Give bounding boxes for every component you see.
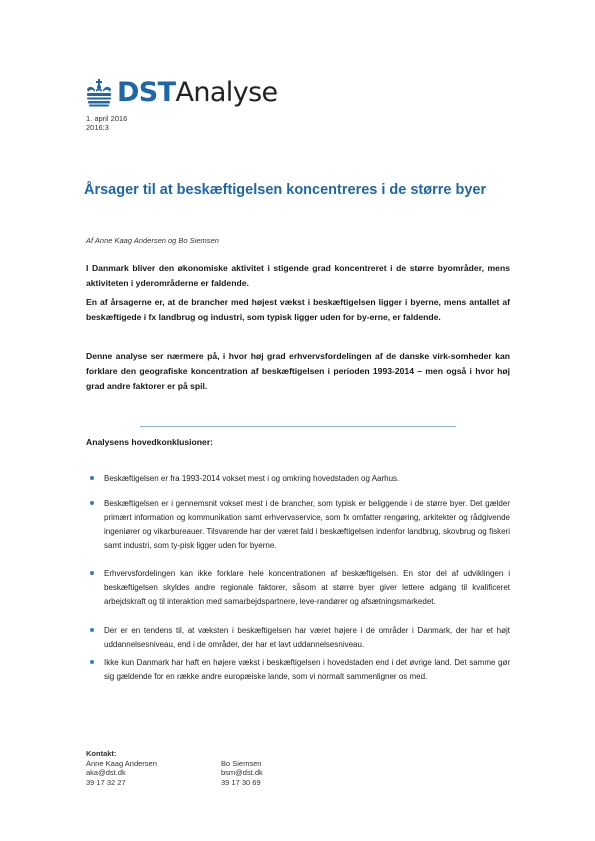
section-heading: Analysens hovedkonklusioner: (86, 437, 214, 447)
list-item (104, 472, 510, 486)
issue-number: 2016:3 (86, 123, 109, 132)
list-item (104, 567, 510, 609)
contact-phone: 39 17 30 69 (221, 777, 261, 787)
divider (140, 426, 456, 427)
list-item-text: Ikke kun Danmark har haft en højere vækst i beskæftigelsen i hovedstaden end i det øvrige land. Det samme gør sig gældende for en række andre europæiske lande, som vi normalt sammenligner os med. (104, 658, 510, 681)
list-item-text: Der er en tendens til, at væksten i beskæftigelsen har været højere i de områder i Danmark, der har et højt uddannelsesniveau, end i de områder, der har et lavt uddannelsesniveau. (104, 626, 510, 649)
bullet-icon (90, 628, 94, 632)
contact-phone: 39 17 32 27 (86, 777, 126, 787)
page-title: Årsager til at beskæftigelsen koncentreres i de større byer (84, 182, 487, 198)
list-item (104, 624, 510, 652)
list-item-text: Beskæftigelsen er i gennemsnit vokset mest i de brancher, som typisk er beliggende i de større byer. Det gælder primært information og kommunikation samt erhvervsservice, som fx omfatter rengøring, arkitekter og rådgivende ingeniører og vikarbureauer. Tilsvarende har der været fald i beskæftigelsen indenfor landbrug, skovbrug og fiskeri samt industri, som ty-pisk ligger uden for byerne. (104, 499, 510, 550)
dst-logo (84, 78, 278, 108)
bullet-icon (90, 476, 94, 480)
lead-paragraph-1: I Danmark bliver den økonomiske aktivitet i stigende grad koncentreret i de større byområder, mens aktiviteten i yderområderne er faldende. (86, 263, 510, 288)
publication-date: 1. april 2016 (86, 114, 128, 123)
contact-email[interactable]: bsm@dst.dk (221, 768, 263, 778)
lead-paragraph-3: Denne analyse ser nærmere på, i hvor høj grad erhvervsfordelingen af de danske virk-somheder kan forklare den geografiske koncentration af beskæftigelsen i perioden 1993-2014 – men også i hvor høj grad andre faktorer er på spil. (86, 351, 510, 391)
logo-dst-text: DST (117, 77, 176, 108)
lead-paragraph-2: En af årsagerne er, at de brancher med højest vækst i beskæftigelsen ligger i byerne, mens antallet af beskæftigede i fx landbrug og industri, som typisk ligger uden for by-erne, er faldende. (86, 297, 510, 322)
contact-block (86, 749, 341, 787)
crown-icon (84, 79, 114, 107)
bullet-icon (90, 571, 94, 575)
list-item-text: Erhvervsfordelingen kan ikke forklare hele koncentrationen af beskæftigelsen. En stor del af udviklingen i beskæftigelsen skyldes andre regionale faktorer, såsom at større byer giver lettere adgang til kvalificeret arbejdskraft og til interaktion med samarbejdspartnere, leve-randører og afsætningsmarkedet. (104, 569, 510, 606)
list-item-text: Beskæftigelsen er fra 1993-2014 vokset mest i og omkring hovedstaden og Aarhus. (104, 474, 400, 483)
bullet-icon (90, 660, 94, 664)
list-item (104, 497, 510, 553)
contact-name: Bo Siemsen (221, 758, 262, 768)
contact-name: Anne Kaag Andersen (86, 758, 157, 768)
authors: Af Anne Kaag Andersen og Bo Siemsen (86, 236, 219, 245)
contact-email[interactable]: aka@dst.dk (86, 768, 126, 778)
logo-analyse-text: Analyse (175, 77, 278, 108)
contact-heading: Kontakt: (86, 749, 117, 758)
list-item (104, 656, 510, 684)
bullet-icon (90, 501, 94, 505)
